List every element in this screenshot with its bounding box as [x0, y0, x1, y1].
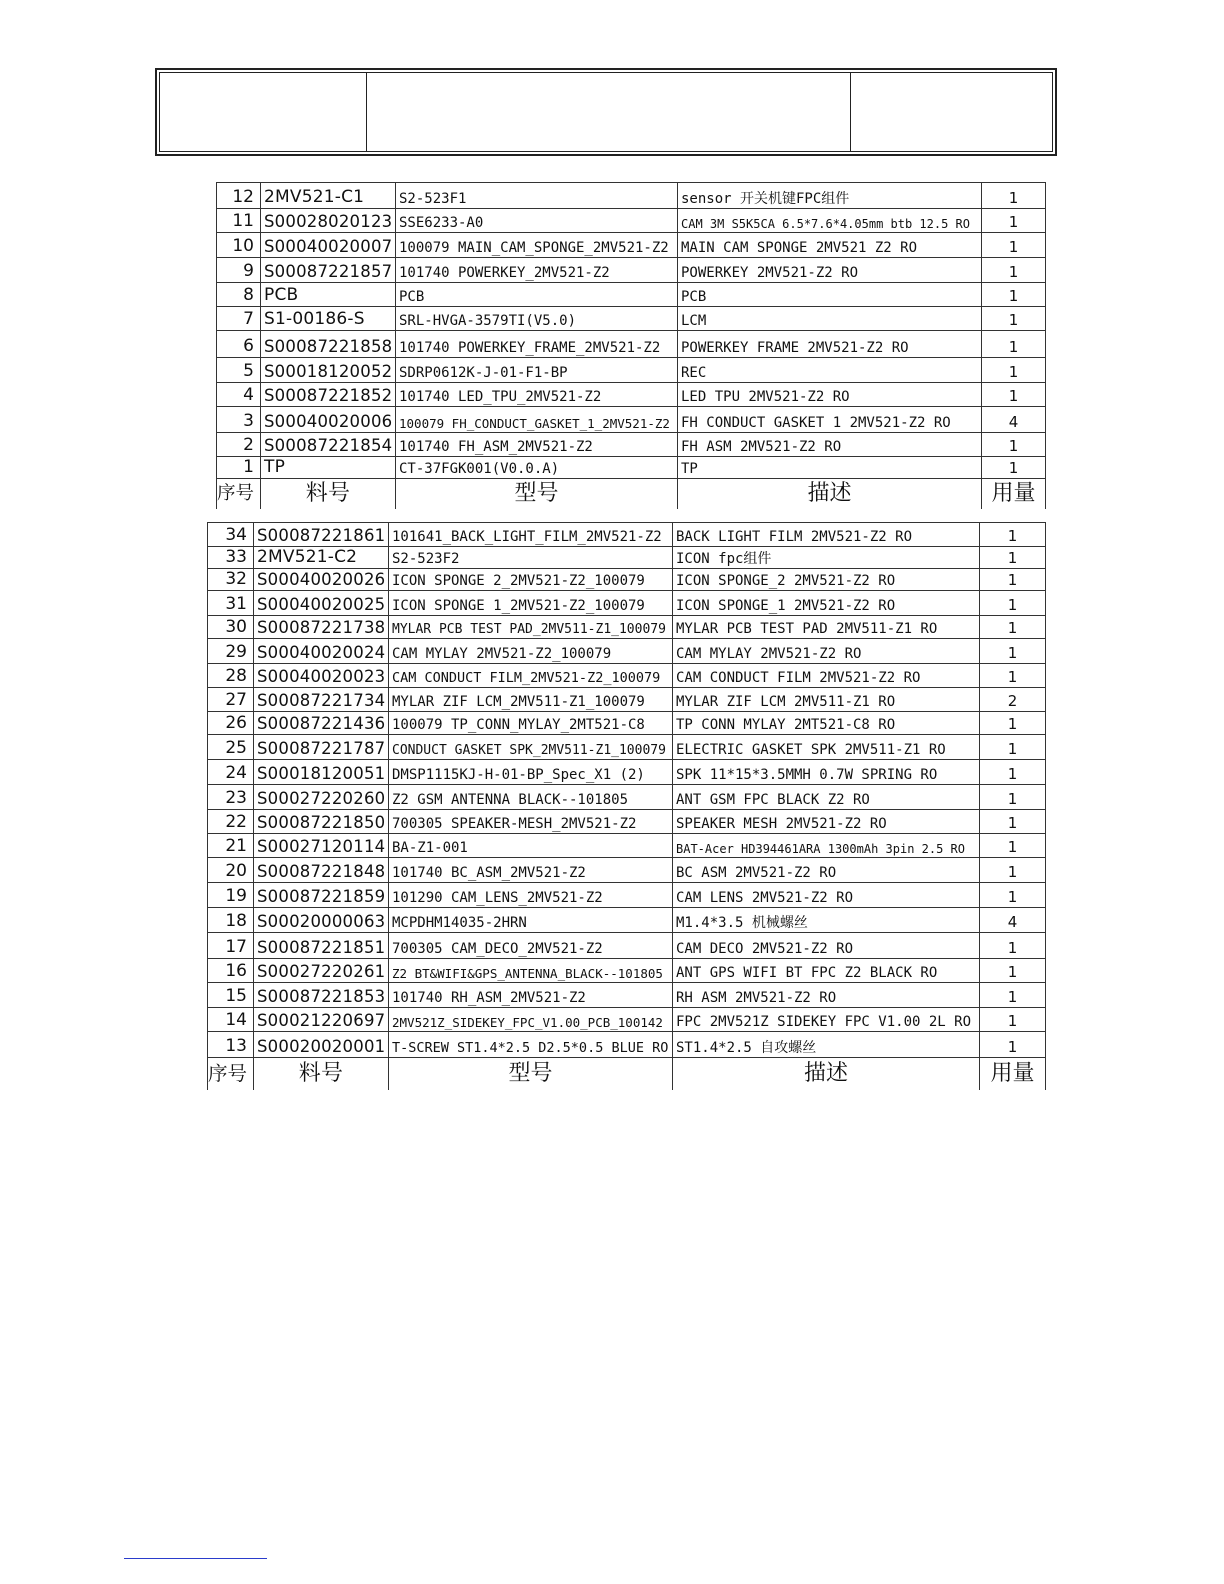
cell-desc: REC: [678, 358, 982, 383]
cell-seq: 1: [217, 457, 261, 479]
table-row: [208, 616, 1046, 639]
cell-qty: 1: [980, 523, 1046, 547]
cell-seq: 30: [208, 616, 254, 639]
table-row: [208, 883, 1046, 908]
cell-desc: BC ASM 2MV521-Z2 RO: [673, 858, 980, 883]
cell-desc: CAM DECO 2MV521-Z2 RO: [673, 933, 980, 959]
cell-seq: 11: [217, 209, 261, 233]
cell-desc: ELECTRIC GASKET SPK 2MV511-Z1 RO: [673, 735, 980, 760]
cell-model: ICON SPONGE 1_2MV521-Z2_100079: [389, 591, 673, 616]
header-qty: 用量: [980, 1058, 1046, 1090]
cell-qty: 1: [980, 712, 1046, 735]
bom-table-upper-body: [217, 183, 1046, 509]
cell-model: 101740 FH_ASM_2MV521-Z2: [396, 433, 678, 457]
cell-model: 2MV521Z_SIDEKEY_FPC_V1.00_PCB_100142: [389, 1008, 673, 1032]
cell-qty: 1: [980, 883, 1046, 908]
cell-seq: 33: [208, 547, 254, 569]
cell-model: 700305 CAM_DECO_2MV521-Z2: [389, 933, 673, 959]
cell-desc: SPK 11*15*3.5MMH 0.7W SPRING RO: [673, 760, 980, 785]
cell-part-no: S00027120114: [254, 834, 389, 858]
table-row: [208, 569, 1046, 591]
cell-qty: 1: [982, 433, 1046, 457]
cell-part-no: S00040020025: [254, 591, 389, 616]
cell-part-no: S00021220697: [254, 1008, 389, 1032]
title-block: [155, 68, 1057, 156]
cell-desc: CAM LENS 2MV521-Z2 RO: [673, 883, 980, 908]
cell-desc: ICON SPONGE_1 2MV521-Z2 RO: [673, 591, 980, 616]
cell-seq: 23: [208, 785, 254, 810]
cell-model: S2-523F2: [389, 547, 673, 569]
cell-qty: 1: [980, 858, 1046, 883]
cell-seq: 7: [217, 307, 261, 331]
cell-seq: 8: [217, 283, 261, 307]
table-row: [217, 358, 1046, 383]
cell-model: PCB: [396, 283, 678, 307]
cell-model: 101740 LED_TPU_2MV521-Z2: [396, 383, 678, 407]
cell-seq: 22: [208, 810, 254, 834]
cell-model: SDRP0612K-J-01-F1-BP: [396, 358, 678, 383]
table-row: [208, 688, 1046, 712]
table-row: [208, 591, 1046, 616]
title-block-divider-right: [850, 73, 851, 151]
cell-qty: 1: [980, 983, 1046, 1008]
cell-part-no: S00020020001: [254, 1032, 389, 1058]
cell-model: 101290 CAM_LENS_2MV521-Z2: [389, 883, 673, 908]
table-header-row: [208, 1058, 1046, 1090]
cell-desc: FPC 2MV521Z SIDEKEY FPC V1.00 2L RO: [673, 1008, 980, 1032]
bom-table-lower: [207, 522, 1046, 1090]
header-model: 型号: [396, 479, 678, 509]
header-desc: 描述: [678, 479, 982, 509]
cell-model: 101740 RH_ASM_2MV521-Z2: [389, 983, 673, 1008]
cell-desc: sensor 开关机键FPC组件: [678, 183, 982, 209]
cell-model: SRL-HVGA-3579TI(V5.0): [396, 307, 678, 331]
cell-qty: 1: [980, 959, 1046, 983]
cell-seq: 34: [208, 523, 254, 547]
cell-model: Z2 BT&WIFI&GPS_ANTENNA_BLACK--101805: [389, 959, 673, 983]
table-row: [208, 908, 1046, 933]
cell-qty: 1: [982, 209, 1046, 233]
cell-model: 101740 POWERKEY_FRAME_2MV521-Z2: [396, 331, 678, 358]
cell-desc: ANT GSM FPC BLACK Z2 RO: [673, 785, 980, 810]
cell-model: CAM MYLAY 2MV521-Z2_100079: [389, 639, 673, 664]
cell-part-no: S00087221858: [261, 331, 396, 358]
cell-seq: 2: [217, 433, 261, 457]
header-part-no: 料号: [261, 479, 396, 509]
cell-desc: BACK LIGHT FILM 2MV521-Z2 RO: [673, 523, 980, 547]
cell-desc: ANT GPS WIFI BT FPC Z2 BLACK RO: [673, 959, 980, 983]
cell-part-no: S00040020006: [261, 407, 396, 433]
table-row: [217, 233, 1046, 258]
cell-qty: 1: [980, 569, 1046, 591]
cell-qty: 1: [982, 383, 1046, 407]
header-seq: 序号: [217, 479, 261, 509]
cell-seq: 20: [208, 858, 254, 883]
cell-model: 100079 FH_CONDUCT_GASKET_1_2MV521-Z2: [396, 407, 678, 433]
cell-desc: LED TPU 2MV521-Z2 RO: [678, 383, 982, 407]
cell-part-no: S00040020023: [254, 664, 389, 688]
cell-seq: 4: [217, 383, 261, 407]
cell-desc: LCM: [678, 307, 982, 331]
cell-qty: 4: [980, 908, 1046, 933]
cell-qty: 2: [980, 688, 1046, 712]
table-row: [208, 858, 1046, 883]
cell-seq: 12: [217, 183, 261, 209]
cell-desc: FH ASM 2MV521-Z2 RO: [678, 433, 982, 457]
cell-part-no: S00040020007: [261, 233, 396, 258]
cell-seq: 16: [208, 959, 254, 983]
cell-desc: MAIN CAM SPONGE 2MV521 Z2 RO: [678, 233, 982, 258]
cell-seq: 25: [208, 735, 254, 760]
cell-qty: 1: [982, 258, 1046, 283]
cell-part-no: S00087221738: [254, 616, 389, 639]
table-row: [217, 407, 1046, 433]
cell-model: BA-Z1-001: [389, 834, 673, 858]
table-header-row: [217, 479, 1046, 509]
cell-model: Z2 GSM ANTENNA BLACK--101805: [389, 785, 673, 810]
cell-desc: FH CONDUCT GASKET 1 2MV521-Z2 RO: [678, 407, 982, 433]
cell-model: MYLAR ZIF LCM_2MV511-Z1_100079: [389, 688, 673, 712]
cell-model: 700305 SPEAKER-MESH_2MV521-Z2: [389, 810, 673, 834]
header-part-no: 料号: [254, 1058, 389, 1090]
cell-part-no: 2MV521-C1: [261, 183, 396, 209]
cell-seq: 13: [208, 1032, 254, 1058]
cell-desc: M1.4*3.5 机械螺丝: [673, 908, 980, 933]
table-row: [208, 735, 1046, 760]
cell-qty: 1: [982, 331, 1046, 358]
table-row: [208, 639, 1046, 664]
cell-seq: 31: [208, 591, 254, 616]
cell-model: CONDUCT GASKET SPK_2MV511-Z1_100079: [389, 735, 673, 760]
cell-model: SSE6233-A0: [396, 209, 678, 233]
header-desc: 描述: [673, 1058, 980, 1090]
cell-qty: 1: [982, 358, 1046, 383]
cell-desc: PCB: [678, 283, 982, 307]
table-row: [208, 959, 1046, 983]
cell-part-no: S00087221854: [261, 433, 396, 457]
cell-seq: 3: [217, 407, 261, 433]
header-qty: 用量: [982, 479, 1046, 509]
cell-qty: 1: [980, 1008, 1046, 1032]
cell-part-no: S00087221861: [254, 523, 389, 547]
table-row: [208, 712, 1046, 735]
cell-seq: 32: [208, 569, 254, 591]
table-row: [208, 983, 1046, 1008]
cell-qty: 1: [980, 785, 1046, 810]
cell-part-no: S00087221851: [254, 933, 389, 959]
cell-desc: ICON fpc组件: [673, 547, 980, 569]
cell-part-no: TP: [261, 457, 396, 479]
cell-part-no: S00087221436: [254, 712, 389, 735]
cell-part-no: S00087221852: [261, 383, 396, 407]
cell-qty: 1: [980, 664, 1046, 688]
cell-seq: 9: [217, 258, 261, 283]
cell-part-no: PCB: [261, 283, 396, 307]
table-row: [208, 1008, 1046, 1032]
cell-desc: POWERKEY FRAME 2MV521-Z2 RO: [678, 331, 982, 358]
cell-model: S2-523F1: [396, 183, 678, 209]
cell-part-no: S00087221848: [254, 858, 389, 883]
cell-part-no: S00028020123: [261, 209, 396, 233]
cell-seq: 15: [208, 983, 254, 1008]
header-model: 型号: [389, 1058, 673, 1090]
cell-qty: 1: [982, 233, 1046, 258]
cell-part-no: S00027220261: [254, 959, 389, 983]
cell-model: CAM CONDUCT FILM_2MV521-Z2_100079: [389, 664, 673, 688]
table-row: [208, 1032, 1046, 1058]
cell-seq: 6: [217, 331, 261, 358]
cell-seq: 27: [208, 688, 254, 712]
table-row: [208, 810, 1046, 834]
table-row: [217, 258, 1046, 283]
cell-desc: ST1.4*2.5 自攻螺丝: [673, 1032, 980, 1058]
cell-seq: 19: [208, 883, 254, 908]
title-block-frame: [159, 72, 1053, 152]
cell-part-no: S1-00186-S: [261, 307, 396, 331]
cell-part-no: S00040020024: [254, 639, 389, 664]
cell-desc: MYLAR PCB TEST PAD 2MV511-Z1 RO: [673, 616, 980, 639]
bom-table-upper: [216, 182, 1046, 509]
cell-part-no: S00087221859: [254, 883, 389, 908]
cell-qty: 1: [980, 760, 1046, 785]
cell-model: T-SCREW ST1.4*2.5 D2.5*0.5 BLUE RO: [389, 1032, 673, 1058]
footnote-rule: [124, 1558, 267, 1559]
cell-part-no: S00087221853: [254, 983, 389, 1008]
cell-seq: 17: [208, 933, 254, 959]
cell-model: 101641_BACK_LIGHT_FILM_2MV521-Z2: [389, 523, 673, 547]
cell-part-no: S00087221787: [254, 735, 389, 760]
table-row: [217, 307, 1046, 331]
cell-qty: 1: [980, 591, 1046, 616]
table-row: [208, 834, 1046, 858]
cell-qty: 1: [980, 810, 1046, 834]
title-block-divider-left: [366, 73, 367, 151]
cell-seq: 24: [208, 760, 254, 785]
cell-qty: 1: [982, 283, 1046, 307]
table-row: [208, 785, 1046, 810]
cell-desc: CAM 3M S5K5CA 6.5*7.6*4.05mm btb 12.5 RO: [678, 209, 982, 233]
table-row: [208, 933, 1046, 959]
cell-qty: 1: [982, 457, 1046, 479]
cell-qty: 1: [982, 307, 1046, 331]
cell-desc: TP CONN MYLAY 2MT521-C8 RO: [673, 712, 980, 735]
table-row: [217, 209, 1046, 233]
cell-qty: 1: [980, 616, 1046, 639]
cell-desc: TP: [678, 457, 982, 479]
cell-seq: 29: [208, 639, 254, 664]
cell-model: 100079 MAIN_CAM_SPONGE_2MV521-Z2: [396, 233, 678, 258]
table-row: [217, 457, 1046, 479]
cell-seq: 10: [217, 233, 261, 258]
cell-model: DMSP1115KJ-H-01-BP_Spec_X1 (2): [389, 760, 673, 785]
cell-model: 101740 POWERKEY_2MV521-Z2: [396, 258, 678, 283]
table-row: [217, 383, 1046, 407]
table-row: [217, 331, 1046, 358]
cell-desc: MYLAR ZIF LCM 2MV511-Z1 RO: [673, 688, 980, 712]
table-row: [208, 547, 1046, 569]
header-seq: 序号: [208, 1058, 254, 1090]
cell-qty: 1: [982, 183, 1046, 209]
cell-qty: 1: [980, 933, 1046, 959]
cell-desc: SPEAKER MESH 2MV521-Z2 RO: [673, 810, 980, 834]
cell-qty: 4: [982, 407, 1046, 433]
cell-seq: 28: [208, 664, 254, 688]
cell-seq: 26: [208, 712, 254, 735]
cell-part-no: S00087221850: [254, 810, 389, 834]
cell-seq: 21: [208, 834, 254, 858]
cell-desc: BAT-Acer HD394461ARA 1300mAh 3pin 2.5 RO: [673, 834, 980, 858]
table-row: [217, 183, 1046, 209]
cell-seq: 14: [208, 1008, 254, 1032]
cell-seq: 5: [217, 358, 261, 383]
cell-part-no: 2MV521-C2: [254, 547, 389, 569]
cell-desc: RH ASM 2MV521-Z2 RO: [673, 983, 980, 1008]
table-row: [208, 664, 1046, 688]
cell-model: 101740 BC_ASM_2MV521-Z2: [389, 858, 673, 883]
cell-part-no: S00087221734: [254, 688, 389, 712]
table-row: [217, 283, 1046, 307]
cell-seq: 18: [208, 908, 254, 933]
cell-qty: 1: [980, 1032, 1046, 1058]
cell-model: ICON SPONGE 2_2MV521-Z2_100079: [389, 569, 673, 591]
cell-desc: ICON SPONGE_2 2MV521-Z2 RO: [673, 569, 980, 591]
table-row: [217, 433, 1046, 457]
cell-model: CT-37FGK001(V0.0.A): [396, 457, 678, 479]
cell-qty: 1: [980, 547, 1046, 569]
table-row: [208, 760, 1046, 785]
bom-table-lower-body: [208, 523, 1046, 1090]
cell-model: 100079 TP_CONN_MYLAY_2MT521-C8: [389, 712, 673, 735]
cell-part-no: S00018120051: [254, 760, 389, 785]
cell-model: MYLAR PCB TEST PAD_2MV511-Z1_100079: [389, 616, 673, 639]
cell-part-no: S00020000063: [254, 908, 389, 933]
cell-desc: CAM MYLAY 2MV521-Z2 RO: [673, 639, 980, 664]
cell-model: MCPDHM14035-2HRN: [389, 908, 673, 933]
cell-part-no: S00040020026: [254, 569, 389, 591]
cell-qty: 1: [980, 834, 1046, 858]
table-row: [208, 523, 1046, 547]
cell-qty: 1: [980, 639, 1046, 664]
cell-part-no: S00018120052: [261, 358, 396, 383]
cell-qty: 1: [980, 735, 1046, 760]
cell-desc: POWERKEY 2MV521-Z2 RO: [678, 258, 982, 283]
cell-desc: CAM CONDUCT FILM 2MV521-Z2 RO: [673, 664, 980, 688]
cell-part-no: S00027220260: [254, 785, 389, 810]
cell-part-no: S00087221857: [261, 258, 396, 283]
